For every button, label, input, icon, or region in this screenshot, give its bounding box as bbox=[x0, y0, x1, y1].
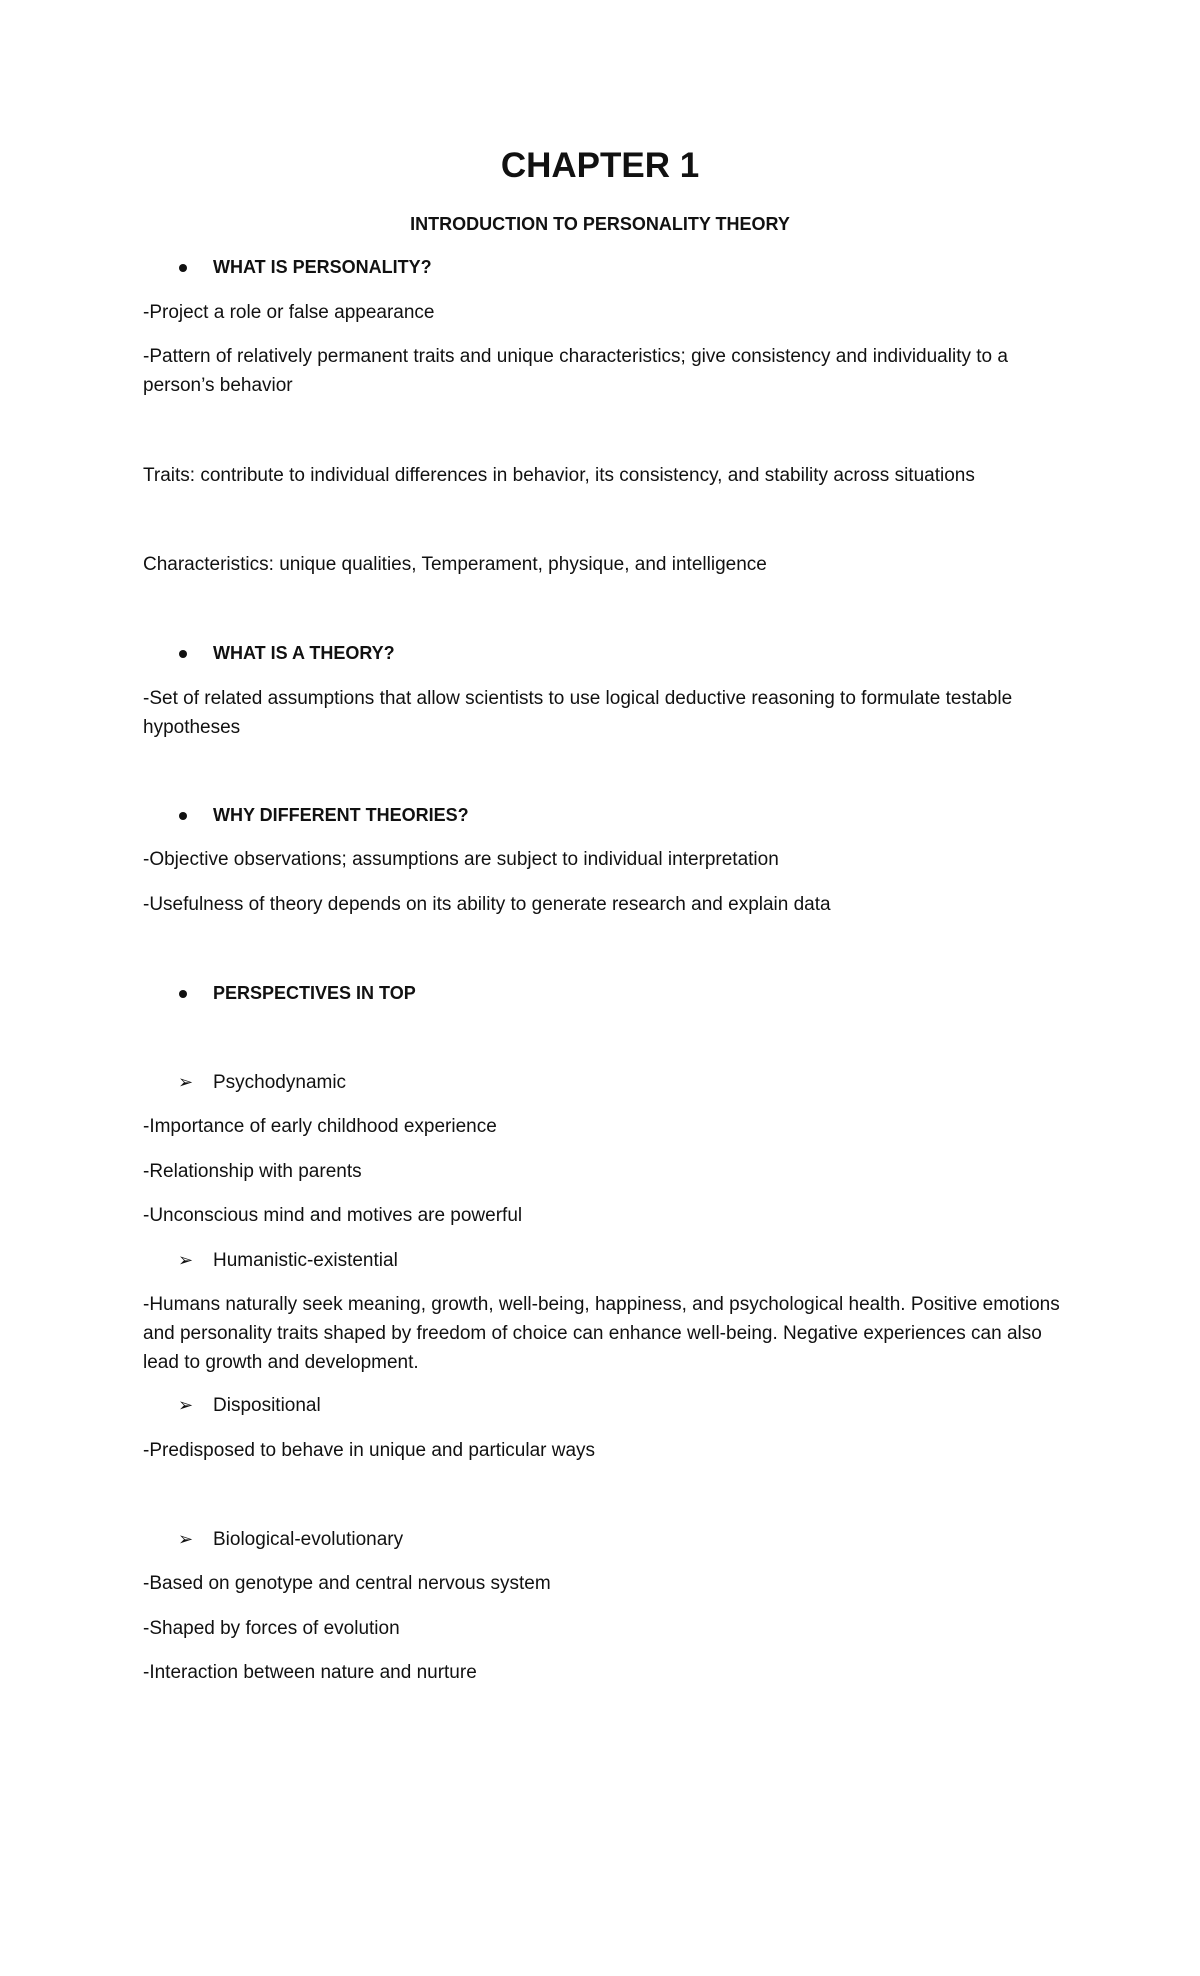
bullet-icon bbox=[179, 264, 187, 272]
heading-different: WHY DIFFERENT THEORIES? bbox=[213, 805, 469, 825]
bullet-heading-perspectives bbox=[0, 979, 1200, 1008]
perspective-psychodynamic bbox=[0, 1068, 1200, 1097]
paragraph: -Based on genotype and central nervous system bbox=[143, 1573, 551, 1594]
chapter-title: CHAPTER 1 bbox=[500, 146, 700, 185]
bullet-icon bbox=[179, 990, 187, 998]
paragraph: -Unconscious mind and motives are powerful bbox=[143, 1205, 523, 1226]
paragraph: -Usefulness of theory depends on its ability to generate research and explain data bbox=[143, 894, 831, 915]
perspective-dispositional bbox=[0, 1391, 1200, 1420]
paragraph: -Project a role or false appearance bbox=[143, 302, 435, 323]
arrow-bullet-icon: ➢ bbox=[178, 1072, 194, 1092]
arrow-bullet-icon: ➢ bbox=[178, 1250, 194, 1270]
perspective-label: Dispositional bbox=[213, 1395, 321, 1416]
arrow-bullet-icon: ➢ bbox=[178, 1529, 194, 1549]
paragraph: -Interaction between nature and nurture bbox=[143, 1662, 477, 1683]
perspective-label: Biological-evolutionary bbox=[213, 1529, 404, 1550]
bullet-icon bbox=[179, 812, 187, 820]
paragraph: -Humans naturally seek meaning, growth, well-being, happiness, and psychological health. Positive emotions and personality traits shaped by freedom of choice can enhance well-being. Negative experiences can also lead to growth and development. bbox=[143, 1294, 1060, 1373]
perspective-biological bbox=[0, 1525, 1200, 1554]
characteristics-paragraph: Characteristics: unique qualities, Temperament, physique, and intelligence bbox=[143, 554, 767, 575]
perspective-label: Psychodynamic bbox=[213, 1072, 347, 1093]
paragraph: -Predisposed to behave in unique and particular ways bbox=[143, 1440, 596, 1461]
bullet-icon bbox=[179, 650, 187, 658]
chapter-subtitle: INTRODUCTION TO PERSONALITY THEORY bbox=[410, 214, 790, 234]
paragraph: -Importance of early childhood experience bbox=[143, 1116, 497, 1137]
paragraph: -Relationship with parents bbox=[143, 1161, 362, 1182]
perspective-humanistic bbox=[0, 1246, 1200, 1275]
bullet-heading-personality bbox=[0, 253, 1200, 282]
paragraph: -Shaped by forces of evolution bbox=[143, 1618, 400, 1639]
bullet-heading-theory bbox=[0, 639, 1200, 668]
heading-personality: WHAT IS PERSONALITY? bbox=[213, 257, 432, 277]
perspective-label: Humanistic-existential bbox=[213, 1250, 398, 1271]
traits-paragraph: Traits: contribute to individual differences in behavior, its consistency, and stability across situations bbox=[143, 465, 975, 486]
bullet-heading-different bbox=[0, 801, 1200, 830]
paragraph: -Pattern of relatively permanent traits and unique characteristics; give consistency and individuality to a person’s behavior bbox=[143, 346, 1008, 396]
arrow-bullet-icon: ➢ bbox=[178, 1395, 194, 1415]
heading-theory: WHAT IS A THEORY? bbox=[213, 643, 395, 663]
paragraph: -Objective observations; assumptions are subject to individual interpretation bbox=[143, 849, 779, 870]
heading-perspectives: PERSPECTIVES IN TOP bbox=[213, 983, 416, 1003]
paragraph: -Set of related assumptions that allow scientists to use logical deductive reasoning to formulate testable hypotheses bbox=[143, 688, 1013, 738]
